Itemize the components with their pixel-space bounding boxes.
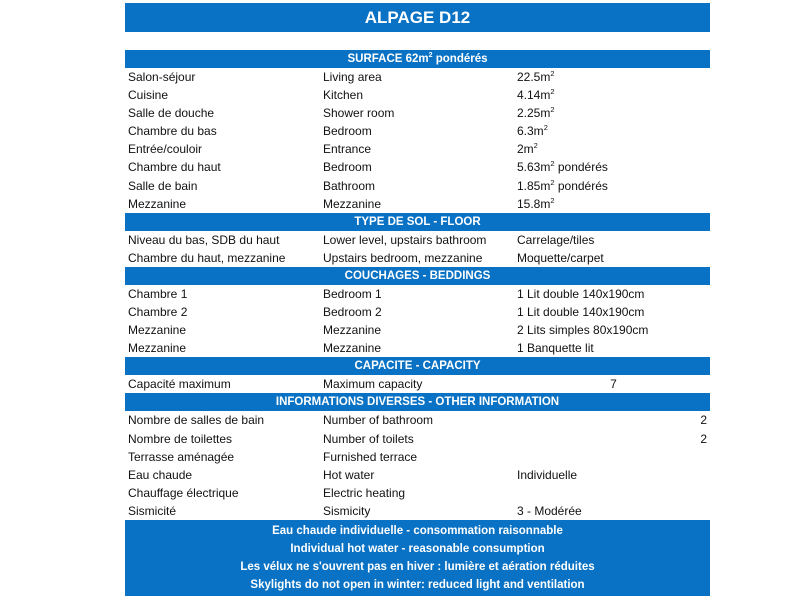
info-row (125, 411, 710, 429)
bedding-value: 2 Lits simples 80x190cm (517, 323, 649, 338)
floor-heading: TYPE DE SOL - FLOOR (125, 213, 710, 231)
footer-line: Eau chaude individuelle - consommation raisonnable (272, 524, 563, 537)
label-en: Sismicity (323, 503, 371, 518)
label-en: Bedroom 2 (323, 305, 382, 320)
label-fr: Chambre du haut (128, 160, 221, 175)
label-en: Furnished terrace (323, 449, 418, 464)
info-heading: INFORMATIONS DIVERSES - OTHER INFORMATION (125, 393, 710, 411)
surface-row (125, 104, 710, 122)
label-en: Mezzanine (323, 341, 382, 356)
label-en: Shower room (323, 106, 395, 121)
surface-rows (125, 68, 710, 213)
bedding-row (125, 285, 710, 303)
surface-heading (125, 50, 710, 68)
label-fr: Sismicité (128, 503, 177, 518)
bedding-row (125, 321, 710, 339)
area-value: $15.8m^2$ (517, 195, 555, 211)
surface-row (125, 86, 710, 104)
surface-heading-prefix: SURFACE 62m (347, 53, 429, 65)
surface-row (125, 158, 710, 176)
label-fr: Eau chaude (128, 467, 193, 482)
label-en: Mezzanine (323, 323, 382, 338)
capacity-value: 7 (610, 377, 617, 392)
page-title: ALPAGE D12 (125, 3, 710, 32)
surface-row (125, 195, 710, 213)
footer-notes (125, 520, 710, 596)
property-sheet (125, 50, 710, 596)
label-en: Mezzanine (323, 196, 382, 211)
label-fr: Chambre du haut, mezzanine (128, 250, 286, 265)
footer-line: Les vélux ne s'ouvrent pas en hiver : lumière et aération réduites (240, 560, 595, 573)
info-row (125, 448, 710, 466)
bedding-row (125, 303, 710, 321)
floor-row (125, 249, 710, 267)
label-fr: Mezzanine (128, 196, 187, 211)
label-fr: Salle de bain (128, 178, 198, 193)
label-fr: Chambre 2 (128, 305, 188, 320)
label-fr: Nombre de toilettes (128, 431, 233, 446)
area-value: $4.14m^2$ (517, 87, 555, 103)
label-fr: Mezzanine (128, 341, 187, 356)
label-fr: Capacité maximum (128, 377, 231, 392)
surface-row (125, 140, 710, 158)
surface-row (125, 68, 710, 86)
capacity-row (125, 375, 710, 393)
footer-line: Individual hot water - reasonable consumption (290, 542, 545, 555)
bedding-row (125, 339, 710, 357)
info-value: Individuelle (517, 467, 578, 482)
bedding-value: 1 Banquette lit (517, 341, 594, 356)
bedding-value: 1 Lit double 140x190cm (517, 286, 645, 301)
info-row (125, 502, 710, 520)
label-en: Bathroom (323, 178, 376, 193)
label-en: Entrance (323, 142, 372, 157)
label-fr: Entrée/couloir (128, 142, 203, 157)
area-value: $22.5m^2$ (517, 69, 555, 84)
label-fr: Salon-séjour (128, 70, 196, 84)
label-en: Maximum capacity (323, 377, 423, 392)
info-row (125, 466, 710, 484)
label-en: Bedroom 1 (323, 286, 382, 301)
area-value: $5.63m^2$ pondérés (517, 159, 608, 175)
label-fr: Chambre du bas (128, 124, 217, 139)
label-fr: Salle de douche (128, 106, 215, 121)
info-value: 2 (700, 431, 707, 446)
label-en: Number of bathroom (323, 413, 434, 428)
label-en: Kitchen (323, 88, 364, 103)
label-fr: Terrasse aménagée (128, 449, 235, 464)
label-fr: Chambre 1 (128, 286, 188, 301)
label-en: Bedroom (323, 124, 372, 139)
info-value: 2 (700, 413, 707, 428)
area-value: $1.85m^2$ pondérés (517, 177, 608, 193)
label-en: Number of toilets (323, 431, 414, 446)
info-row (125, 484, 710, 502)
floor-value: Carrelage/tiles (517, 232, 595, 247)
label-fr: Nombre de salles de bain (128, 413, 265, 428)
label-en: Bedroom (323, 160, 372, 175)
surface-row (125, 122, 710, 140)
label-fr: Chauffage électrique (128, 485, 239, 500)
label-fr: Cuisine (128, 88, 169, 103)
area-value: $2.25m^2$ (517, 105, 555, 121)
label-en: Electric heating (323, 485, 406, 500)
label-en: Upstairs bedroom, mezzanine (323, 250, 483, 265)
surface-heading-suffix: pondérés (432, 53, 488, 65)
label-fr: Niveau du bas, SDB du haut (128, 232, 280, 247)
footer-line: Skylights do not open in winter: reduced light and ventilation (250, 578, 585, 591)
label-fr: Mezzanine (128, 323, 187, 338)
label-en: Hot water (323, 467, 375, 482)
info-value: 3 - Modérée (517, 503, 582, 518)
label-en: Lower level, upstairs bathroom (323, 232, 487, 247)
beddings-heading: COUCHAGES - BEDDINGS (125, 267, 710, 285)
floor-value: Moquette/carpet (517, 250, 604, 265)
surface-heading-sup: 2 (428, 52, 433, 60)
bedding-value: 1 Lit double 140x190cm (517, 305, 645, 320)
area-value: $2m^2$ (517, 141, 538, 157)
capacity-heading: CAPACITE - CAPACITY (125, 357, 710, 375)
info-row (125, 430, 710, 448)
label-en: Living area (323, 70, 382, 84)
surface-row (125, 177, 710, 195)
floor-row (125, 231, 710, 249)
area-value: $6.3m^2$ (517, 123, 548, 139)
